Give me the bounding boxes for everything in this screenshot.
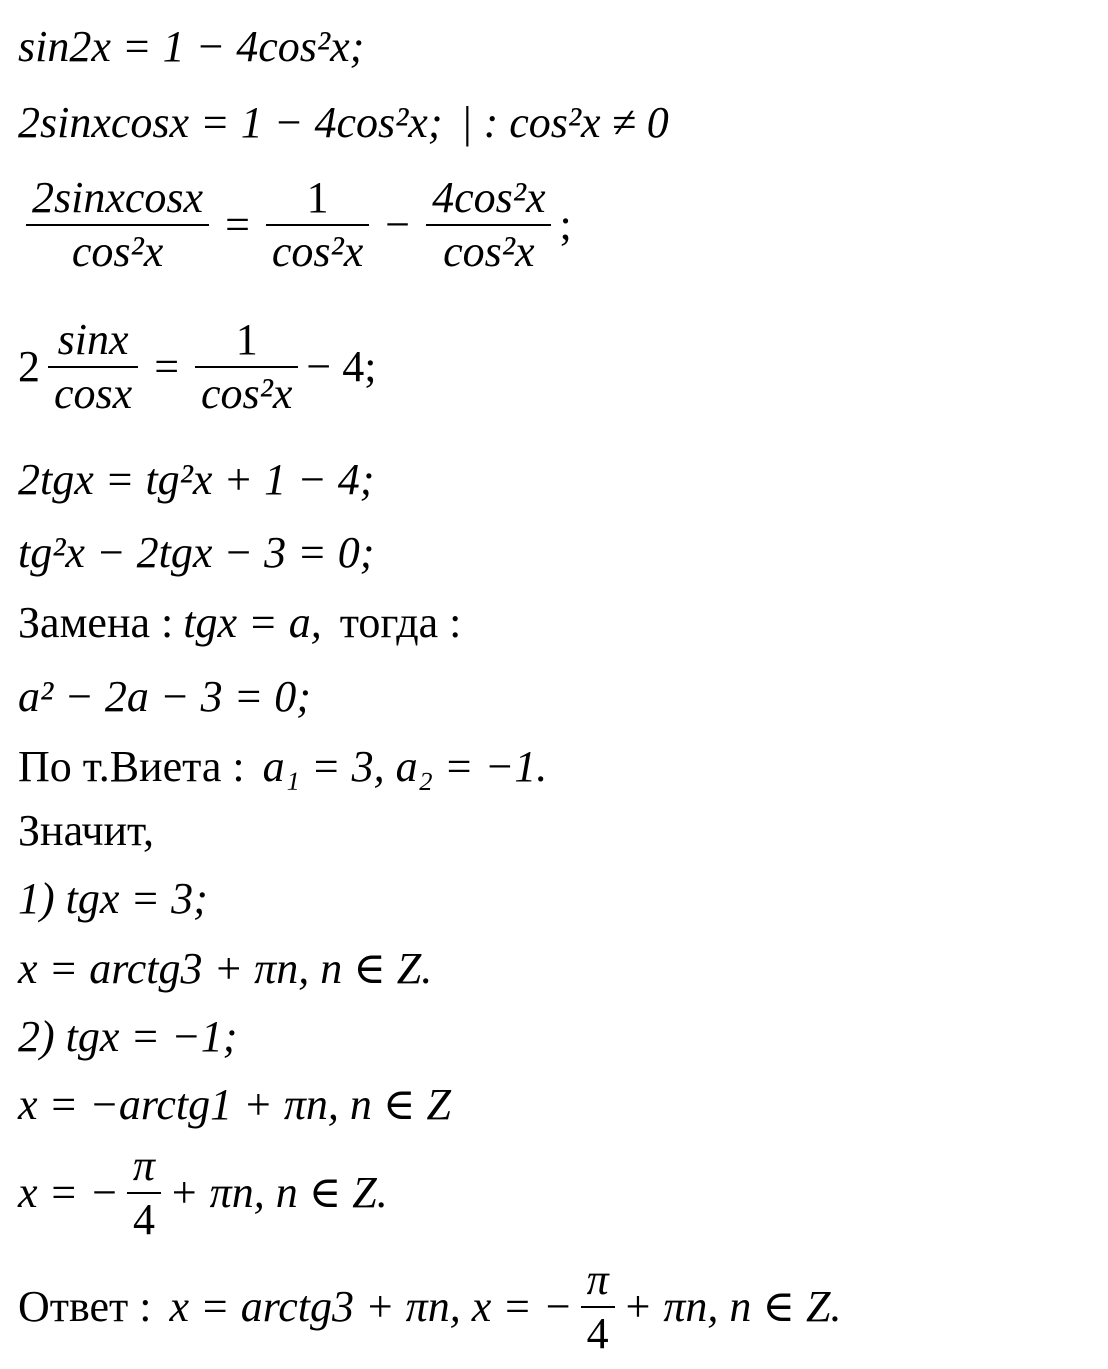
vieta-line [18,742,547,792]
fraction-numerator: 1 [306,173,329,222]
answer-line [18,1254,841,1360]
equation-prefix: x = − [18,1168,119,1217]
answer-expression: x = arctg3 + πn, x = − [169,1282,573,1331]
fraction-1 [26,172,209,278]
equation-condition: | : cos²x ≠ 0 [460,98,669,147]
fraction-2 [195,314,298,420]
case-1-solution [18,944,432,994]
pi-over-4-fraction [127,1140,161,1246]
fraction-denominator: cos²x [71,227,164,276]
fraction-numerator: π [132,1141,155,1190]
equation-line-2 [18,98,669,148]
fraction-denominator: cos²x [201,369,293,418]
equals-sign: = [154,342,180,391]
equation-text: 1) tgx = 3; [18,874,208,923]
fraction-denominator: cos²x [271,227,364,276]
fraction-denominator: cos²x [443,227,535,276]
equation-text: sin2x = 1 − 4cos²x; [18,22,365,71]
answer-suffix: + πn, n ∈ Z. [622,1282,842,1331]
fraction-denominator: cosx [54,369,133,418]
vieta-word: По т.Виета : [18,742,245,791]
equation-text: 2tgx = tg²x + 1 − 4; [18,455,375,504]
vieta-roots: a₁ = 3, a₂ = −1. [262,742,548,791]
equation-line-6 [18,528,374,578]
equation-text: a² − 2a − 3 = 0; [18,672,311,721]
equation-text: 2sinxcosx = 1 − 4cos²x; [18,98,443,147]
fraction-denominator: 4 [132,1195,155,1244]
fraction-2 [266,172,369,278]
fraction-numerator: sinx [57,315,129,364]
coefficient: 2 [18,342,40,391]
case-2-line [18,1012,237,1062]
equation-text: 2) tgx = −1; [18,1012,238,1061]
fraction-numerator: 1 [235,315,258,364]
equals-sign: = [225,200,250,249]
fraction-numerator: 4cos²x [432,173,546,222]
equation-rest: − 4; [306,342,377,391]
pi-over-4-fraction [581,1254,615,1360]
equation-text: tg²x − 2tgx − 3 = 0; [18,528,375,577]
case-1-line [18,874,208,924]
equation-line-4 [18,314,376,420]
semicolon: ; [559,200,572,249]
equation-line-5 [18,455,374,505]
substitution-word: Замена : [18,598,174,647]
then-word: тогда : [339,598,462,647]
equation-line-8 [18,672,311,722]
substitution-line [18,598,461,648]
fraction-numerator: π [586,1255,609,1304]
therefore-line [18,806,154,856]
fraction-numerator: 2sinxcosx [32,173,204,222]
case-2-solution [18,1080,451,1130]
case-2-simplified [18,1140,388,1246]
equation-text: x = arctg3 + πn, n ∈ Z. [18,944,433,993]
equation-line-1 [18,22,364,72]
equation-suffix: + πn, n ∈ Z. [168,1168,388,1217]
fraction-3 [426,172,551,278]
equation-line-3 [18,172,572,278]
answer-word: Ответ : [18,1282,152,1331]
fraction-denominator: 4 [586,1309,609,1358]
therefore-word: Значит, [18,806,154,855]
substitution-expression: tgx = a, [183,598,322,647]
fraction-1 [48,314,138,420]
minus-sign: − [385,200,411,249]
equation-text: x = −arctg1 + πn, n ∈ Z [18,1080,451,1129]
